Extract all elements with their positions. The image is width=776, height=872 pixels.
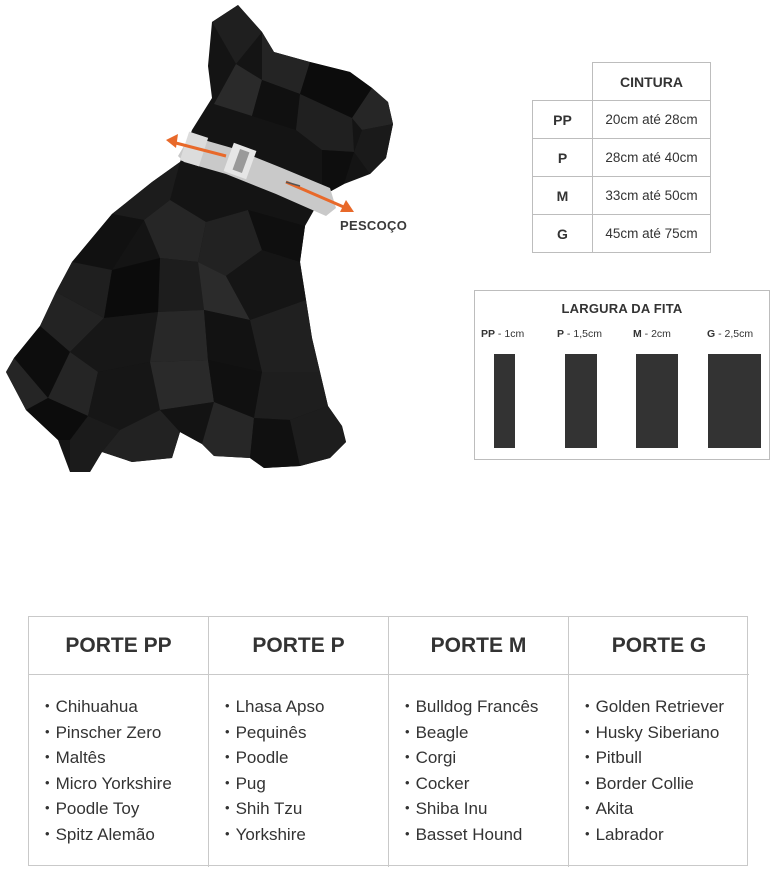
breed-item: • Basset Hound — [405, 823, 568, 849]
breed-item: • Pequinês — [225, 721, 388, 747]
breed-column-m — [389, 675, 569, 867]
ribbon-label: PP - 1cm — [481, 328, 525, 340]
size-table-header-row — [533, 63, 711, 101]
size-row-p — [533, 139, 711, 177]
breed-column-g — [569, 675, 749, 867]
breed-item: • Lhasa Apso — [225, 695, 388, 721]
breed-item: • Pug — [225, 772, 388, 798]
ribbon-label: P - 1,5cm — [557, 328, 602, 340]
breed-item: • Beagle — [405, 721, 568, 747]
ribbon-width-box — [474, 290, 770, 460]
breed-item: • Bulldog Francês — [405, 695, 568, 721]
ribbon-item-m — [633, 328, 671, 340]
size-label: P — [533, 139, 593, 177]
ribbon-bar — [565, 354, 597, 448]
ribbon-item-pp — [481, 328, 524, 340]
dog-figure — [0, 0, 440, 500]
breed-item: • Labrador — [585, 823, 749, 849]
waist-size-table — [532, 62, 711, 253]
ribbon-width: 1cm — [504, 328, 525, 340]
breeds-by-size-table — [28, 616, 748, 866]
breed-column-pp — [29, 675, 209, 867]
breed-list — [405, 695, 568, 849]
breed-list — [225, 695, 388, 849]
size-range: 45cm até 75cm — [593, 215, 711, 253]
ribbon-size: M — [633, 328, 642, 340]
ribbon-item-g — [707, 328, 753, 340]
breed-item: • Corgi — [405, 746, 568, 772]
breed-item: • Poodle Toy — [45, 797, 208, 823]
ribbon-item-p — [557, 328, 602, 340]
breed-column-header: PORTE P — [209, 617, 389, 675]
size-row-m — [533, 177, 711, 215]
breed-column-header: PORTE G — [569, 617, 749, 675]
breed-item: • Maltês — [45, 746, 208, 772]
size-range: 33cm até 50cm — [593, 177, 711, 215]
breed-item: • Chihuahua — [45, 695, 208, 721]
size-label: G — [533, 215, 593, 253]
size-row-pp — [533, 101, 711, 139]
breed-item: • Yorkshire — [225, 823, 388, 849]
size-range: 20cm até 28cm — [593, 101, 711, 139]
breed-column-header: PORTE M — [389, 617, 569, 675]
breed-item: • Cocker — [405, 772, 568, 798]
breed-item: • Poodle — [225, 746, 388, 772]
breed-item: • Akita — [585, 797, 749, 823]
ribbon-bar — [708, 354, 761, 448]
ribbon-width: 2cm — [651, 328, 671, 340]
breed-item: • Shiba Inu — [405, 797, 568, 823]
breed-item: • Shih Tzu — [225, 797, 388, 823]
size-range: 28cm até 40cm — [593, 139, 711, 177]
size-label: PP — [533, 101, 593, 139]
waist-column-header: CINTURA — [593, 63, 711, 101]
breed-item: • Border Collie — [585, 772, 749, 798]
breed-item: • Pinscher Zero — [45, 721, 208, 747]
ribbon-label: G - 2,5cm — [707, 328, 754, 340]
breed-list — [45, 695, 208, 849]
ribbon-bar — [494, 354, 515, 448]
breed-item: • Micro Yorkshire — [45, 772, 208, 798]
ribbon-width: 1,5cm — [573, 328, 602, 340]
neck-label: PESCOÇO — [340, 218, 408, 233]
dog-silhouette — [6, 5, 393, 472]
size-table-corner — [533, 63, 593, 101]
ribbon-size: P — [557, 328, 565, 340]
ribbon-width-title: LARGURA DA FITA — [561, 301, 683, 316]
breed-item: • Golden Retriever — [585, 695, 749, 721]
breed-column-header: PORTE PP — [29, 617, 209, 675]
ribbon-size: PP — [481, 328, 496, 340]
size-row-g — [533, 215, 711, 253]
ribbon-width: 2,5cm — [724, 328, 754, 340]
ribbon-label: M - 2cm — [633, 328, 671, 340]
breed-column-p — [209, 675, 389, 867]
breed-item: • Husky Siberiano — [585, 721, 749, 747]
size-label: M — [533, 177, 593, 215]
breed-list — [585, 695, 749, 849]
ribbon-bar — [636, 354, 678, 448]
breed-item: • Spitz Alemão — [45, 823, 208, 849]
ribbon-size: G — [707, 328, 716, 340]
breed-item: • Pitbull — [585, 746, 749, 772]
